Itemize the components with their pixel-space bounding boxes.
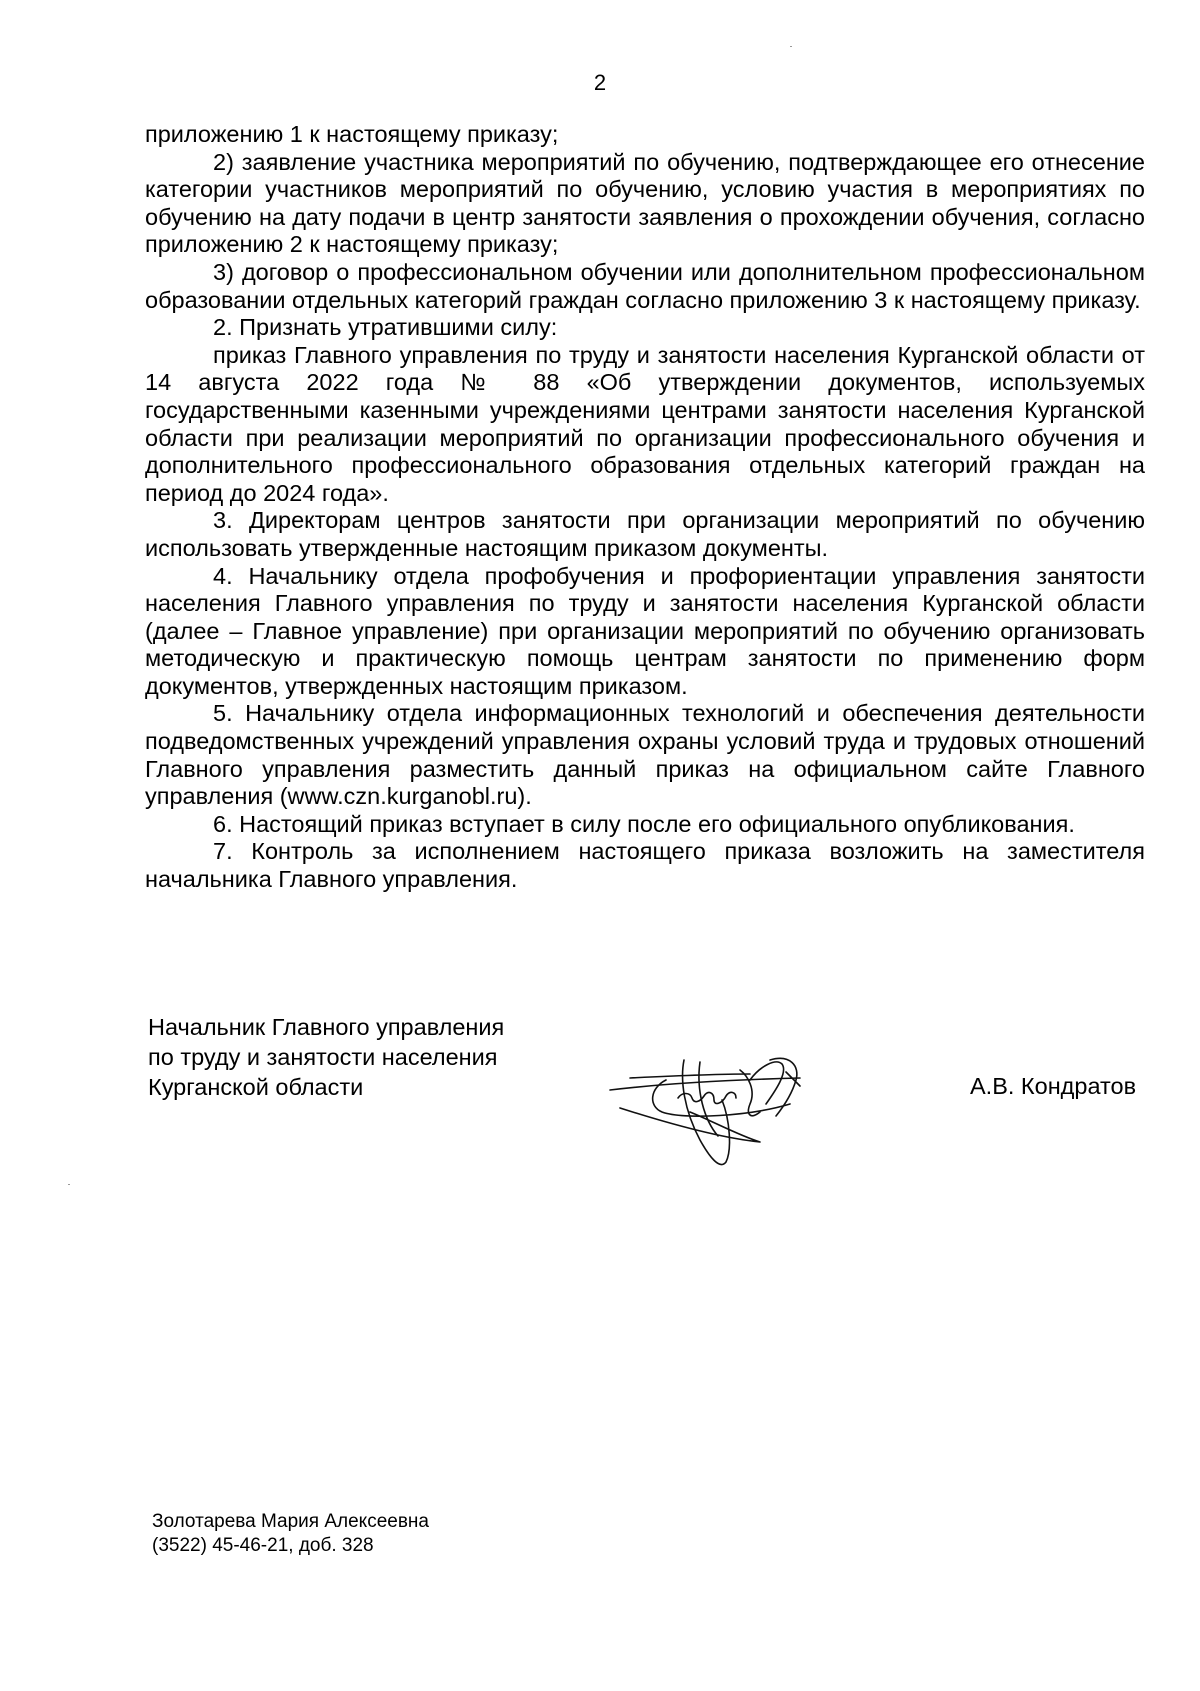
paragraph-point-3: 3. Директорам центров занятости при организации мероприятий по обучению использовать утвержденные настоящим приказом документы. xyxy=(145,507,1145,561)
handwritten-signature xyxy=(600,1020,860,1170)
paragraph-repealed-order: приказ Главного управления по труду и занятости населения Курганской области от 14 августа 2022 года № 88 «Об утверждении документов, используемых государственными казенными учреждениями центрами занятости населения Курганской области при реализации мероприятий по организации профессионального обучения и дополнительного профессионального образования отдельных категорий граждан на период до 2024 года». xyxy=(145,341,1145,506)
paragraph-item-3: 3) договор о профессиональном обучении или дополнительном профессиональном образовании отдельных категорий граждан согласно приложению 3 к настоящему приказу. xyxy=(145,258,1145,313)
executor-phone: (3522) 45-46-21, доб. 328 xyxy=(152,1535,374,1556)
scan-speck xyxy=(68,1184,70,1185)
page-number: 2 xyxy=(593,70,607,95)
signatory-title-line: Начальник Главного управления xyxy=(148,1014,505,1040)
executor-contact xyxy=(152,1510,429,1558)
paragraph-point-2: 2. Признать утратившими силу: xyxy=(213,314,558,341)
signatory-title xyxy=(148,1012,504,1102)
signatory-title-line: Курганской области xyxy=(148,1074,364,1100)
paragraph-continuation: приложению 1 к настоящему приказу; xyxy=(145,121,559,147)
paragraph-point-4: 4. Начальнику отдела профобучения и профориентации управления занятости населения Главного управления по труду и занятости населения Курганской области (далее – Главное управление) при организации мероприятий по обучению организовать методическую и практическую помощь центрам занятости по применению форм документов, утвержденных настоящим приказом. xyxy=(145,562,1145,699)
order-body xyxy=(145,121,1145,894)
signatory-title-line: по труду и занятости населения xyxy=(148,1044,498,1070)
paragraph-point-7: 7. Контроль за исполнением настоящего приказа возложить на заместителя начальника Главного управления. xyxy=(145,838,1145,893)
executor-name: Золотарева Мария Алексеевна xyxy=(152,1511,429,1532)
paragraph-item-2: 2) заявление участника мероприятий по обучению, подтверждающее его отнесение категории участников мероприятий по обучению, условию участия в мероприятиях по обучению на дату подачи в центр занятости заявления о прохождении обучения, согласно приложению 2 к настоящему приказу; xyxy=(145,148,1145,258)
paragraph-point-6: 6. Настоящий приказ вступает в силу после его официального опубликования. xyxy=(213,810,1075,837)
scan-speck xyxy=(790,46,792,47)
paragraph-point-5: 5. Начальнику отдела информационных технологий и обеспечения деятельности подведомственных учреждений управления охраны условий труда и трудовых отношений Главного управления разместить данный приказ на официальном сайте Главного управления (www.czn.kurganobl.ru). xyxy=(145,700,1145,810)
signatory-name: А.В. Кондратов xyxy=(970,1073,1137,1099)
